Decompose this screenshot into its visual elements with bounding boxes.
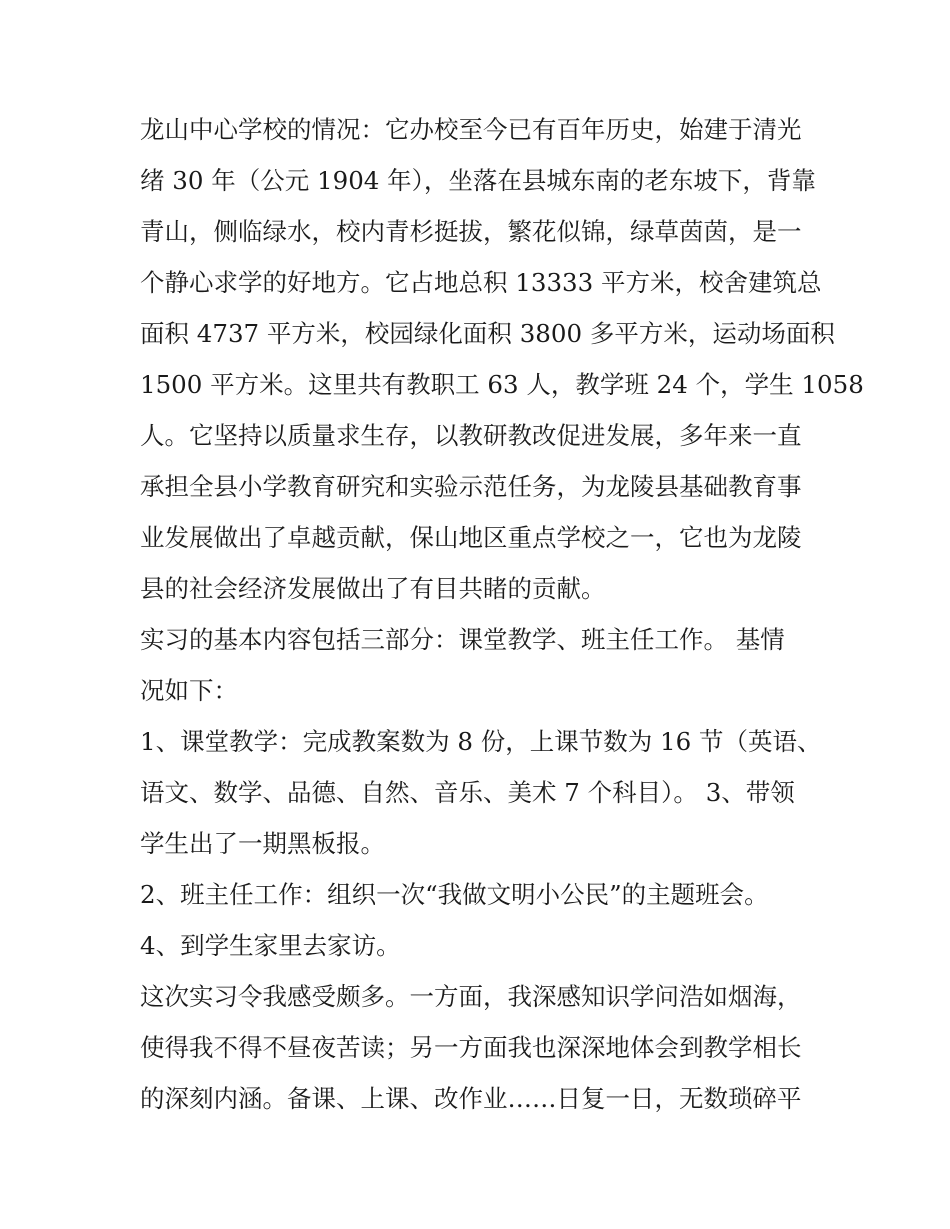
text-line: 实习的基本内容包括三部分：课堂教学、班主任工作。 基情 <box>140 625 785 654</box>
text-line: 个静心求学的好地方。它占地总积 13333 平方米，校舍建筑总 <box>140 268 822 297</box>
text-line: 这次实习令我感受颇多。一方面，我深感知识学问浩如烟海， <box>140 982 802 1011</box>
text-line: 业发展做出了卓越贡献，保山地区重点学校之一，它也为龙陵 <box>140 523 802 552</box>
paragraph-internship-content <box>140 614 820 716</box>
text-line: 况如下： <box>140 676 238 705</box>
paragraph-school-intro <box>140 104 864 614</box>
text-line: 使得我不得不昼夜苦读；另一方面我也深深地体会到教学相长 <box>140 1033 802 1062</box>
text-line: 县的社会经济发展做出了有目共睹的贡献。 <box>140 574 606 603</box>
text-line: 人。它坚持以质量求生存，以教研教改促进发展，多年来一直 <box>140 421 802 450</box>
paragraph-classroom-teaching <box>140 716 820 869</box>
paragraph-home-visit <box>140 920 820 971</box>
text-line: 龙山中心学校的情况：它办校至今已有百年历史，始建于清光 <box>140 115 802 144</box>
text-line: 1500 平方米。这里共有教职工 63 人，教学班 24 个，学生 1058 <box>140 370 864 399</box>
text-line: 绪 30 年（公元 1904 年），坐落在县城东南的老东坡下，背靠 <box>140 166 816 195</box>
text-line: 1、课堂教学：完成教案数为 8 份，上课节数为 16 节（英语、 <box>140 727 822 756</box>
text-line: 的深刻内涵。备课、上课、改作业……日复一日，无数琐碎平 <box>140 1084 802 1113</box>
paragraph-reflection <box>140 971 820 1124</box>
text-line: 语文、数学、品德、自然、音乐、美术 7 个科目）。 3、带领 <box>140 778 795 807</box>
document-body <box>140 104 864 1124</box>
text-line: 2、班主任工作：组织一次“我做文明小公民”的主题班会。 <box>140 880 769 909</box>
text-line: 4、到学生家里去家访。 <box>140 931 401 960</box>
text-line: 承担全县小学教育研究和实验示范任务，为龙陵县基础教育事 <box>140 472 802 501</box>
text-line: 面积 4737 平方米，校园绿化面积 3800 多平方米，运动场面积 <box>140 319 835 348</box>
text-line: 学生出了一期黑板报。 <box>140 829 385 858</box>
text-line: 青山，侧临绿水，校内青杉挺拔，繁花似锦，绿草茵茵，是一 <box>140 217 802 246</box>
paragraph-class-teacher-work <box>140 869 820 920</box>
